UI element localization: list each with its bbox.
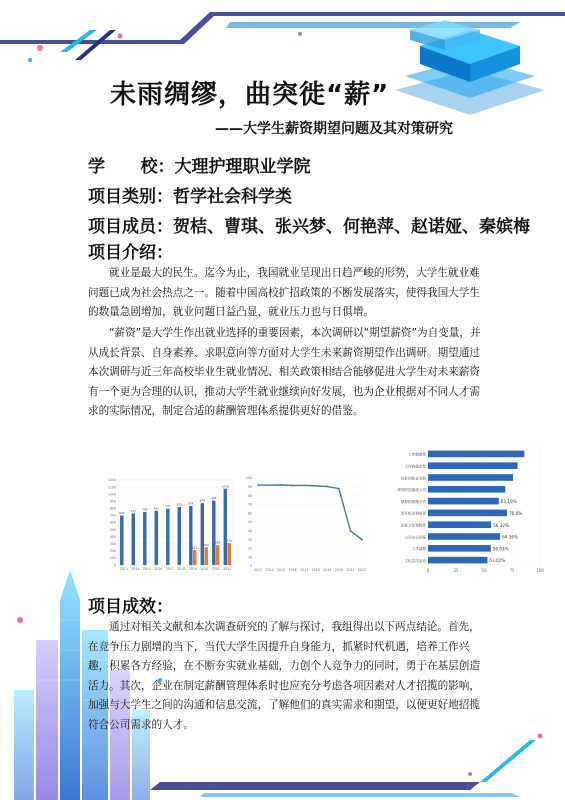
data-label: 1076 [221,484,229,489]
data-point [292,485,294,487]
x-tick-label: 2022 [223,567,232,571]
x-tick-label: 2020 [334,568,343,572]
data-point [303,484,305,486]
y-tick-label: 500 [109,527,116,532]
bar [428,451,524,458]
data-point [361,539,363,541]
y-tick-label: 100 [245,476,252,481]
bar [428,462,518,469]
bar [120,515,123,565]
bar [428,510,507,517]
bar [189,506,192,565]
x-tick-label: 2016 [288,568,297,572]
y-tick-label: 20 [247,546,252,551]
cube-decoration [385,10,555,130]
y-tick-label: 企业文化和制度 [400,523,426,528]
data-label: 280 [215,540,221,545]
data-point [315,485,317,487]
y-tick-label: 10 [247,555,252,560]
page-title: 未雨绸缪，曲突徙“薪” [110,80,390,110]
bar [428,521,491,528]
y-tick-label: 200 [109,549,116,554]
bar [155,511,158,565]
bar [216,545,219,565]
y-tick-label: 80 [247,493,252,498]
data-point [326,486,328,488]
x-tick-label: 2014 [131,567,140,571]
y-tick-label: 晋升机会和前景 [400,511,426,516]
data-label: 310 [226,538,232,543]
y-tick-label: 领导的层级或公司 [397,488,426,493]
intro-heading: 项目介绍： [88,243,173,263]
y-tick-label: 400 [109,534,116,539]
data-label: 250 [203,542,209,547]
y-tick-label: 文化层次活动 [404,558,426,563]
x-tick-label: 2018 [311,568,320,572]
bar [428,486,505,493]
x-tick-label: 2014 [265,568,274,572]
data-label: 64.36% [502,534,519,540]
bar [204,547,207,565]
y-tick-label: 工作的稳定性 [404,464,426,469]
data-point [280,484,282,486]
x-tick-label: 2021 [346,568,355,572]
y-tick-label: 300 [109,541,116,546]
y-tick-label: 100 [109,556,116,561]
bar [227,543,230,565]
data-label: 70.6% [509,511,523,517]
y-tick-label: 90 [247,485,252,489]
y-tick-label: 800 [109,506,116,511]
y-tick-label: 1200 [107,478,116,483]
school-label: 学 校： [88,157,175,177]
x-tick-label: 2019 [188,567,197,571]
x-tick-label: 2020 [200,567,209,571]
x-tick-label: 2017 [165,567,174,571]
bar [224,489,227,565]
data-label: 210 [192,545,198,550]
data-label: 56.04% [492,546,509,552]
x-tick-label: 75 [509,568,515,573]
data-point [350,530,352,532]
x-tick-label: 2013 [253,568,263,572]
y-tick-label: 0 [113,563,116,568]
bottom-decoration [0,700,565,800]
bar [193,550,196,565]
y-tick-label: 1100 [107,485,116,490]
data-point [257,484,259,486]
y-tick-label: 公司办公环境 [404,535,426,540]
x-tick-label: 2018 [177,567,186,571]
bar [143,512,146,565]
members-value: 贺桔、曹琪、张兴梦、何艳萍、赵诺娅、秦嫔梅 [173,217,530,237]
school-value: 大理护理职业学院 [174,157,311,177]
data-label: 53.02% [489,558,506,564]
x-tick-label: 2019 [323,568,332,572]
bar [428,533,500,540]
data-label: 727 [130,509,136,514]
bar [132,514,135,565]
category-value: 哲学社会科学类 [173,187,292,207]
data-label: 63.19% [500,499,517,505]
data-label: 834 [188,501,194,506]
page-subtitle: ——大学生薪资期望问题及其对策研究 [215,121,453,137]
x-tick-label: 100 [536,568,544,573]
bar [428,557,487,564]
data-label: 749 [142,507,148,512]
data-label: 765 [153,506,159,511]
y-tick-label: 600 [109,520,116,525]
x-tick-label: 2021 [211,567,220,571]
y-tick-label: 900 [109,499,116,504]
results-heading: 项目成效： [88,597,173,617]
y-tick-label: 工作地域性 [408,452,426,457]
bar [428,474,513,481]
results-paragraph: 通过对相关文献和本次调查研究的了解与探讨，我组得出以下两点结论。首先，在竞争压力剧增的当下，当代大学生因提升自身能力，抓紧时代机遇，培养工作兴趣，积累各方经验，在不断夯实就业基础，力创个人竞争力的同时，勇于在基层创造活力。其次，企业在制定薪酬管理体系时也应充分考虑各项因素对人才招揽的影响，加强与大学生之间的沟通和信息交流，了解他们的真实需求和期望，以便更好地招揽符合公司需求的人才。 [88,621,480,731]
data-point [269,484,271,486]
data-label: 909 [211,496,217,501]
x-tick-label: 2015 [142,567,151,571]
members-label: 项目成员： [88,217,173,237]
members-line [88,212,530,237]
bar [212,501,215,565]
category-line [88,182,292,207]
chart-job-factors [372,440,552,580]
x-tick-label: 0 [426,568,430,573]
x-tick-label: 2015 [277,568,286,572]
x-tick-label: 2013 [119,567,128,571]
intro-paragraph-2: “薪资”是大学生作出就业选择的重要因素，本次调研以“期望薪资”为自变量，并从成长背景、自身素养、求职意向等方面对大学生未来薪资期望作出调研。期望通过本次调研与近三年高校毕业生就业情况、相关政策相结合能够促进大学生对未来薪资有一个更为合理的认识，推动大学生就业继续向好发展，也为企业根据对不同人才需求的实际情况，制定合适的薪酬管理体系提供更好的借鉴。 [88,327,481,417]
y-tick-label: 70 [247,502,252,507]
bar [178,507,181,565]
category-label: 项目类别： [88,187,173,207]
chart-job-factors-svg [372,440,552,580]
intro-paragraph-1: 就业是最大的民生。迄今为止，我国就业呈现出日趋严峻的形势，大学生就业难问题已成为社会热点之一。随着中国高校扩招政策的不断发展落实，使得我国大学生的数量急剧增加，就业问题日益凸显，就业压力也与日俱增。 [88,267,480,318]
bar [428,498,499,505]
data-label: 56.32% [493,522,510,528]
data-label: 699 [119,510,125,515]
y-tick-label: 良好的职业发展 [400,476,426,481]
y-tick-label: 30 [247,537,252,542]
y-tick-label: 工作福利 [411,547,426,552]
y-tick-label: 1000 [107,492,116,497]
school-line [88,152,311,177]
y-tick-label: 40 [247,529,252,533]
chart-employment-rate-svg [240,468,370,578]
chart-employment-rate [240,468,370,578]
y-tick-label: 60 [247,511,252,516]
x-tick-label: 2016 [154,567,163,571]
bar [166,509,169,565]
y-tick-label: 50 [247,520,252,525]
bar [428,545,491,552]
data-point [338,488,340,490]
x-tick-label: 25 [453,568,459,573]
y-tick-label: 700 [109,513,116,518]
bar [201,503,204,565]
x-tick-label: 2022 [357,568,367,572]
y-tick-label: 0 [249,564,252,569]
data-label: 795 [165,504,171,509]
data-label: 874 [199,498,205,503]
y-tick-label: 领导的管理方式 [400,499,426,504]
data-label: 820 [176,502,182,507]
x-tick-label: 2017 [300,568,309,572]
x-tick-label: 50 [481,568,487,573]
